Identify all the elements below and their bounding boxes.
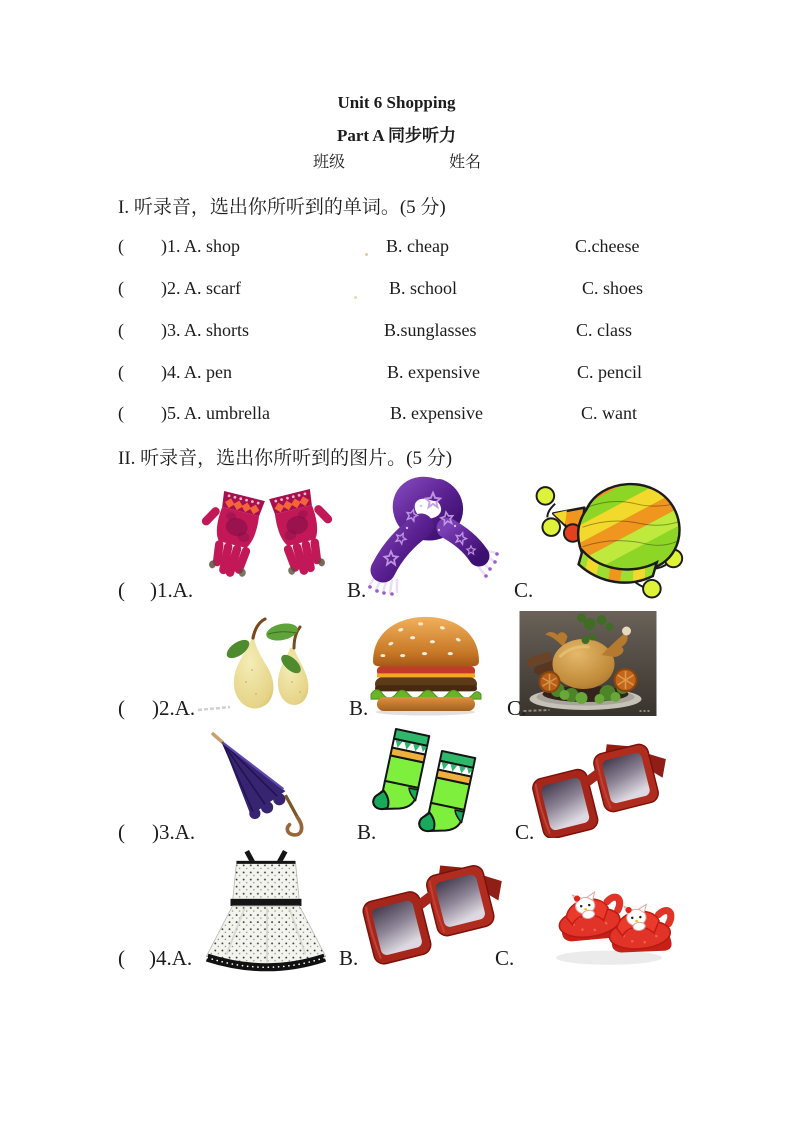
section2-heading: II. 听录音，选出你所听到的图片。(5 分)	[118, 448, 453, 469]
picture-answer-blank[interactable]: (	[118, 578, 125, 602]
umbrella-image	[206, 732, 320, 842]
polka-dot-dress-image	[192, 849, 342, 973]
hamburger-image	[362, 610, 490, 716]
option-b[interactable]: B. school	[389, 278, 458, 298]
purple-scarf-image	[355, 474, 511, 598]
answer-blank[interactable]: (	[118, 278, 124, 298]
picture-option-b-label[interactable]: B.	[349, 696, 369, 720]
option-c[interactable]: C. shoes	[582, 278, 644, 298]
green-socks-image	[366, 727, 506, 846]
picture-option-a-label[interactable]: )1.A.	[150, 578, 194, 602]
red-gloves-image	[196, 474, 338, 596]
pears-image	[194, 612, 336, 716]
option-b[interactable]: B. expensive	[390, 403, 483, 423]
option-b[interactable]: B.sunglasses	[384, 320, 477, 340]
stray-dot	[354, 296, 357, 299]
picture-option-c-label[interactable]: C.	[515, 820, 535, 844]
picture-option-b-label[interactable]: B.	[339, 946, 359, 970]
roast-chicken-image	[519, 611, 657, 716]
picture-option-c-label[interactable]: C.	[507, 696, 527, 720]
answer-blank[interactable]: (	[118, 320, 124, 340]
picture-answer-blank[interactable]: (	[118, 946, 125, 970]
option-c[interactable]: C. class	[576, 320, 632, 340]
page-subtitle: Part A 同步听力	[337, 126, 456, 145]
stray-dot	[365, 253, 368, 256]
option-c[interactable]: C. pencil	[577, 362, 642, 382]
picture-answer-blank[interactable]: (	[118, 696, 125, 720]
option-a[interactable]: )4. A. pen	[161, 362, 232, 382]
answer-blank[interactable]: (	[118, 403, 124, 423]
picture-option-a-label[interactable]: )4.A.	[149, 946, 193, 970]
picture-option-b-label[interactable]: B.	[347, 578, 367, 602]
picture-option-c-label[interactable]: C.	[495, 946, 515, 970]
class-label: 班级	[313, 154, 346, 171]
answer-blank[interactable]: (	[118, 236, 124, 256]
option-a[interactable]: )5. A. umbrella	[161, 403, 270, 423]
option-b[interactable]: B. expensive	[387, 362, 480, 382]
picture-option-a-label[interactable]: )3.A.	[152, 820, 196, 844]
picture-option-c-label[interactable]: C.	[514, 578, 534, 602]
picture-option-a-label[interactable]: )2.A.	[152, 696, 196, 720]
option-b[interactable]: B. cheap	[386, 236, 449, 256]
picture-option-b-label[interactable]: B.	[357, 820, 377, 844]
option-a[interactable]: )1. A. shop	[161, 236, 241, 256]
option-a[interactable]: )3. A. shorts	[161, 320, 250, 340]
striped-hat-image	[518, 468, 690, 600]
option-c[interactable]: C.cheese	[575, 236, 640, 256]
red-sunglasses-image	[354, 848, 504, 967]
option-a[interactable]: )2. A. scarf	[161, 278, 241, 298]
red-sandals-image	[546, 858, 676, 968]
section1-heading: I. 听录音，选出你所听到的单词。(5 分)	[118, 197, 446, 218]
option-c[interactable]: C. want	[581, 403, 637, 423]
name-label: 姓名	[449, 154, 482, 171]
red-sunglasses-image	[524, 731, 668, 838]
answer-blank[interactable]: (	[118, 362, 124, 382]
picture-answer-blank[interactable]: (	[118, 820, 125, 844]
page-title: Unit 6 Shopping	[337, 93, 456, 112]
